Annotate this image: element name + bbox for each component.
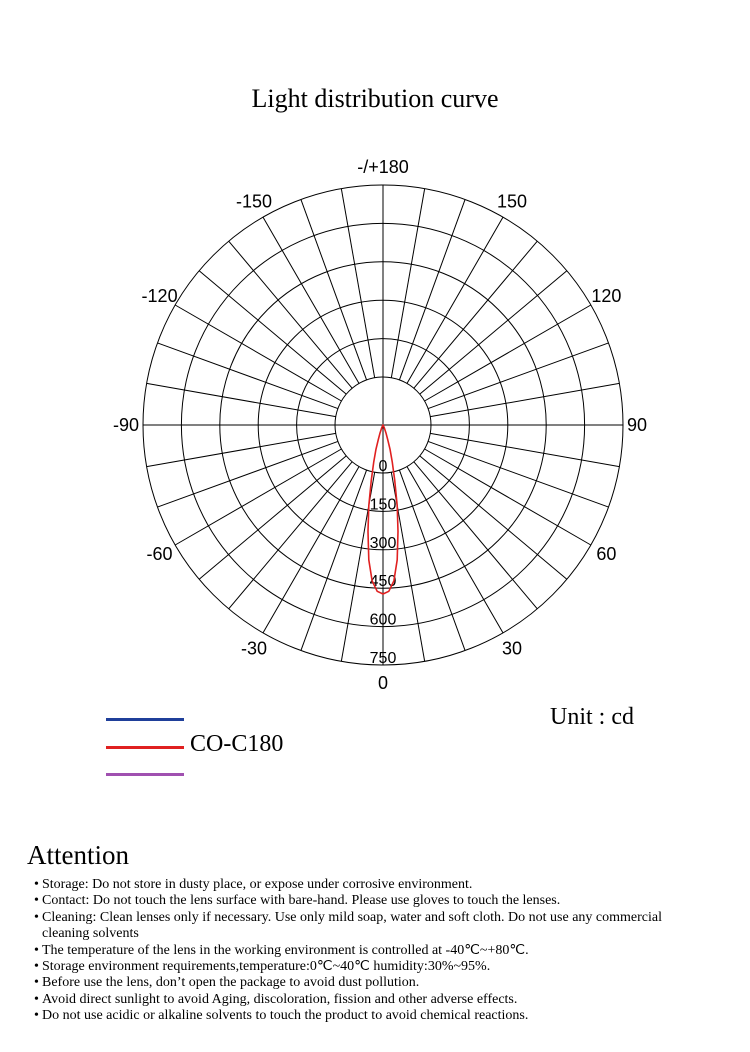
list-item-continuation: cleaning solvents [42,926,139,942]
angle-label: -150 [235,191,273,212]
angle-label: 30 [501,638,523,659]
bullet-icon: • [34,942,39,958]
angle-label: -90 [112,415,139,435]
angle-label: 90 [627,415,648,435]
list-item: • Storage: Do not store in dusty place, or expose under corrosive environment. [34,877,473,892]
angle-spoke [428,441,608,507]
attention-list [34,877,734,1025]
angle-spoke [414,241,537,388]
legend [106,712,406,782]
bullet-icon: • [34,877,39,892]
chart-title: Light distribution curve [251,84,499,113]
list-item: • Storage environment requirements,temperature:0℃~40℃ humidity:30%~95%. [34,959,491,975]
bullet-icon: • [34,959,39,975]
angle-spoke [414,462,537,609]
angle-spoke [430,383,619,416]
bullet-icon: • [34,909,39,925]
angle-spoke [301,199,367,379]
radial-label: 600 [369,611,397,629]
angle-spoke [428,343,608,409]
list-item: • Before use the lens, don’t open the package to avoid dust pollution. [34,975,420,991]
angle-spoke [147,383,336,416]
legend-swatch-2 [106,746,184,749]
unit-label: Unit : cd [550,704,634,730]
list-item: • Cleaning: Clean lenses only if necessary. Use only mild soap, water and soft cloth. Do not use any commercial [34,909,662,925]
angle-spoke [399,199,465,379]
angle-spoke [420,456,567,579]
radial-label: 0 [378,458,388,475]
bullet-icon: • [34,975,39,991]
angle-spoke [229,462,352,609]
radial-label: 150 [369,496,397,514]
angle-spoke [157,343,337,409]
legend-swatch-1 [106,718,184,721]
radial-label: 450 [369,573,397,591]
angle-spoke [301,470,367,650]
legend-label-2: CO-C180 [190,731,284,757]
bullet-icon: • [34,1008,39,1024]
list-item: • Do not use acidic or alkaline solvents to touch the product to avoid chemical reactions. [34,1008,529,1024]
angle-spoke [199,456,346,579]
legend-swatch-3 [106,773,184,776]
polar-chart [0,150,750,710]
angle-spoke [229,241,352,388]
angle-label: 120 [591,286,622,306]
angle-spoke [199,271,346,394]
attention-title: Attention [27,840,129,870]
angle-spoke [430,433,619,466]
angle-label: -120 [141,286,178,306]
radial-label: 300 [369,534,397,552]
angle-label: 60 [596,544,617,564]
angle-spoke [399,470,465,650]
angle-spoke [147,433,336,466]
angle-label: 150 [496,191,528,212]
angle-spoke [157,441,337,507]
angle-label: -30 [240,638,268,659]
radial-label: 750 [369,650,397,667]
angle-label: -60 [146,544,173,564]
angle-label: 0 [377,673,389,693]
list-item: • Avoid direct sunlight to avoid Aging, discoloration, fission and other adverse effects. [34,991,518,1007]
angle-spoke [341,189,374,378]
angle-spoke [420,271,567,394]
angle-label: -/+180 [357,157,409,177]
list-item: • Contact: Do not touch the lens surface with bare-hand. Please use gloves to touch the lenses. [34,893,561,909]
bullet-icon: • [34,991,39,1007]
list-item: • The temperature of the lens in the working environment is controlled at -40℃~+80℃. [34,942,529,958]
bullet-icon: • [34,893,39,909]
angle-spoke [391,189,424,378]
